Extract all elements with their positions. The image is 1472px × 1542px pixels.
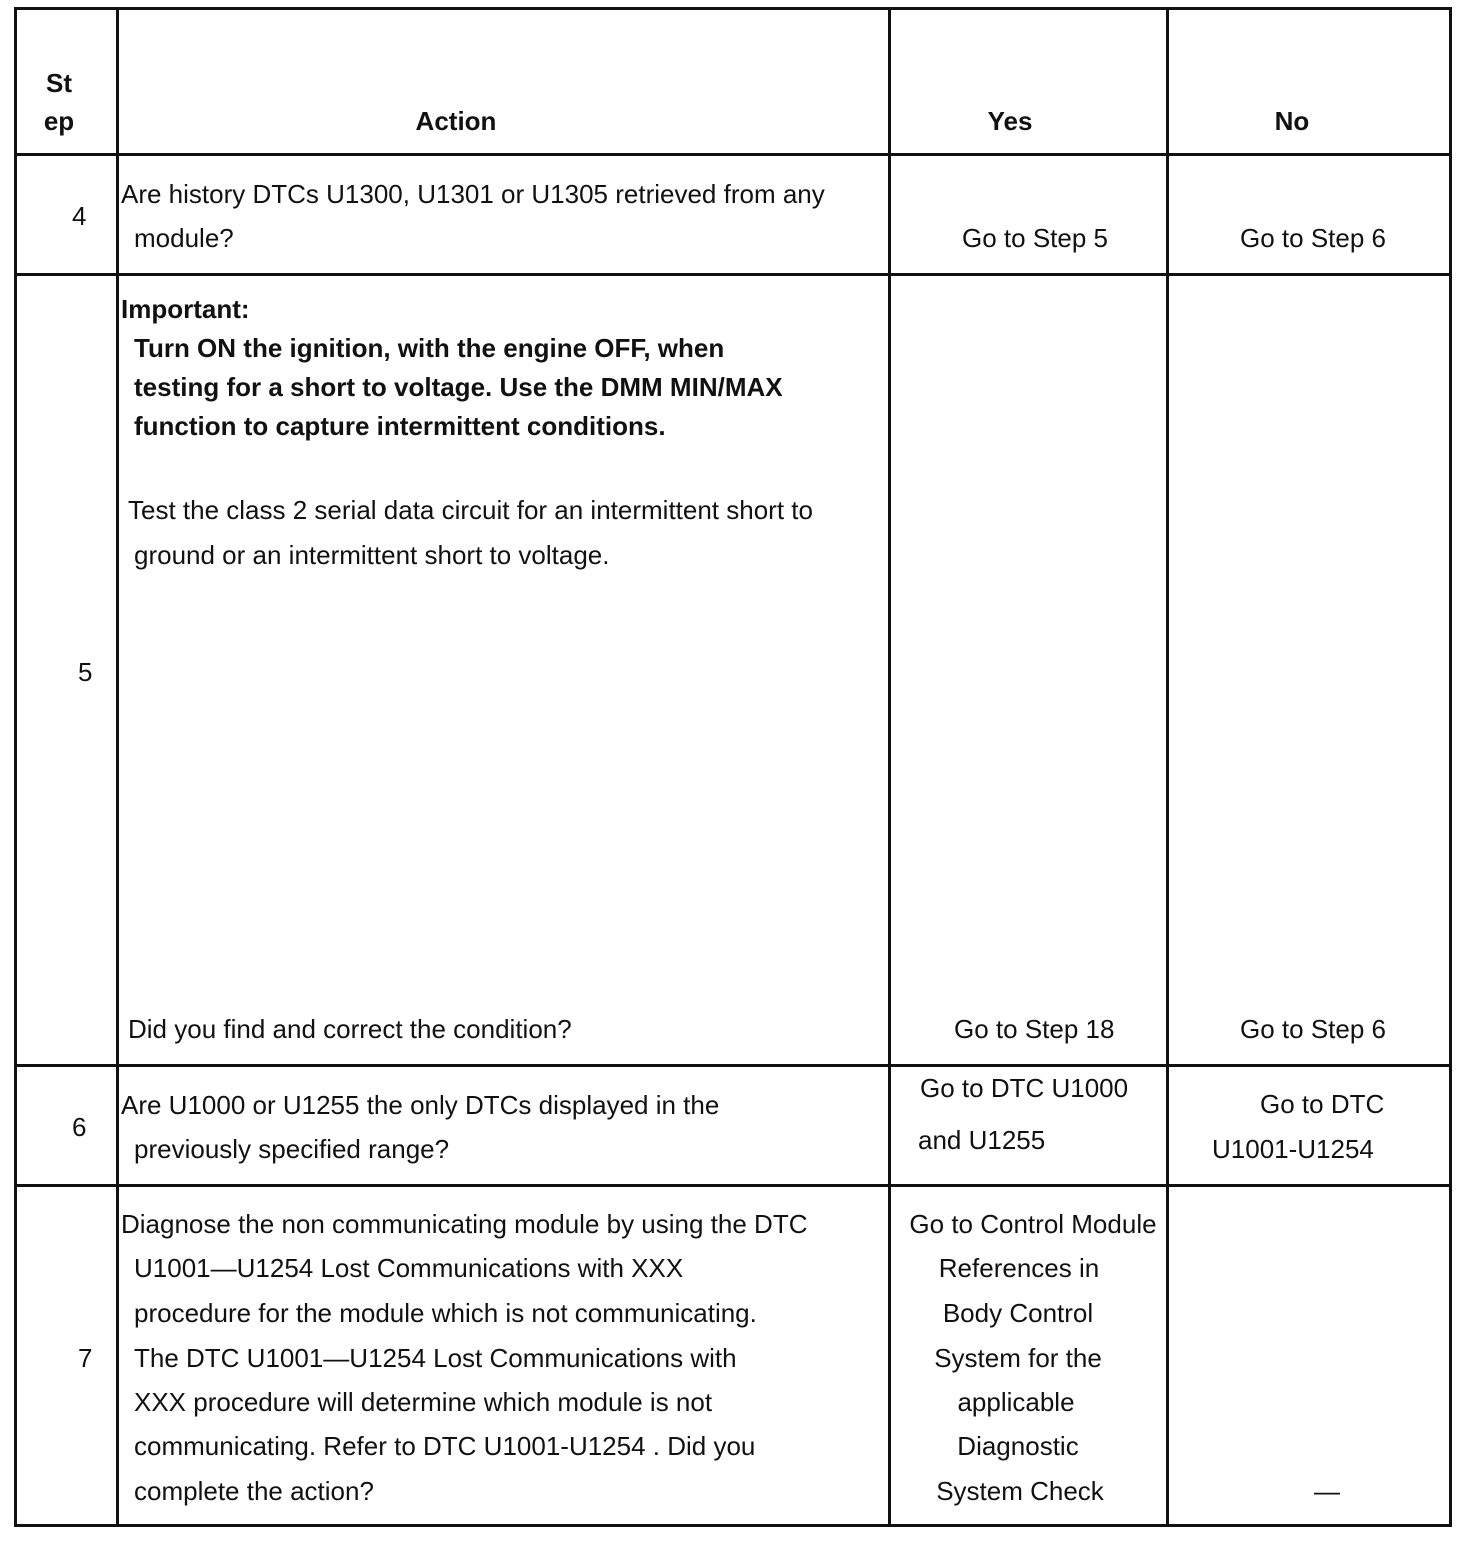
row7-yes-line1: Go to Control Module <box>909 1209 1157 1239</box>
border-step-action <box>116 7 119 1527</box>
row5-action-line2: ground or an intermittent short to voltage. <box>134 540 610 570</box>
header-step <box>18 68 100 136</box>
row5-important-label: Important: <box>121 294 250 324</box>
border-row5-bottom <box>14 1064 1452 1067</box>
header-step-line2: ep <box>43 106 75 136</box>
row6-yes-line1: Go to DTC U1000 <box>920 1073 1129 1103</box>
row5-important-line3: function to capture intermittent conditions. <box>134 411 666 441</box>
border-row6-bottom <box>14 1184 1452 1187</box>
row6-yes-line2: and U1255 <box>918 1125 1046 1155</box>
header-action: Action <box>415 106 497 136</box>
row7-action-line4: The DTC U1001—U1254 Lost Communications with <box>134 1343 737 1373</box>
row6-action-line1: Are U1000 or U1255 the only DTCs displayed in the <box>121 1090 720 1120</box>
border-header-bottom <box>14 153 1452 156</box>
row4-action-line2: module? <box>134 223 234 253</box>
row7-action-line1: Diagnose the non communicating module by using the DTC <box>121 1209 808 1239</box>
border-bottom <box>14 1524 1452 1527</box>
row7-step: 7 <box>78 1343 93 1373</box>
row6-action-line2: previously specified range? <box>134 1134 450 1164</box>
header-yes: Yes <box>987 106 1033 136</box>
row5-yes: Go to Step 18 <box>954 1014 1115 1044</box>
row4-no: Go to Step 6 <box>1240 223 1386 253</box>
row4-action-line1: Are history DTCs U1300, U1301 or U1305 retrieved from any <box>121 179 825 209</box>
row7-yes-line3: Body Control <box>942 1298 1094 1328</box>
row7-yes-line4: System for the <box>934 1343 1102 1373</box>
row4-step: 4 <box>72 201 87 231</box>
row6-no-line1: Go to DTC <box>1260 1089 1385 1119</box>
row4-yes: Go to Step 5 <box>962 223 1108 253</box>
row7-yes-line6: Diagnostic <box>957 1431 1079 1461</box>
row6-step: 6 <box>72 1112 87 1142</box>
row5-action-line1: Test the class 2 serial data circuit for an intermittent short to <box>128 495 813 525</box>
border-yes-no <box>1166 7 1169 1527</box>
row7-yes-line5: applicable <box>957 1387 1075 1417</box>
border-left <box>14 7 17 1527</box>
row5-question: Did you find and correct the condition? <box>128 1014 572 1044</box>
header-step-line1: St <box>46 68 72 98</box>
row7-yes-line2: References in <box>938 1253 1100 1283</box>
border-top <box>14 7 1452 10</box>
row7-no: — <box>1314 1476 1340 1506</box>
row7-action-line5: XXX procedure will determine which module is not <box>134 1387 713 1417</box>
row7-action-line6: communicating. Refer to DTC U1001-U1254 . Did you <box>134 1431 756 1461</box>
row5-important-line2: testing for a short to voltage. Use the DMM MIN/MAX <box>134 372 783 402</box>
row5-no: Go to Step 6 <box>1240 1014 1386 1044</box>
border-right <box>1449 7 1452 1527</box>
row6-no-line2: U1001-U1254 <box>1212 1134 1374 1164</box>
header-no: No <box>1274 106 1310 136</box>
row7-action-line3: procedure for the module which is not communicating. <box>134 1298 757 1328</box>
row7-yes-line7: System Check <box>936 1476 1104 1506</box>
row5-important-line1: Turn ON the ignition, with the engine OFF, when <box>134 333 725 363</box>
border-row4-bottom <box>14 273 1452 276</box>
row7-action-line7: complete the action? <box>134 1476 374 1506</box>
row7-action-line2: U1001—U1254 Lost Communications with XXX <box>134 1253 684 1283</box>
row5-step: 5 <box>78 657 93 687</box>
